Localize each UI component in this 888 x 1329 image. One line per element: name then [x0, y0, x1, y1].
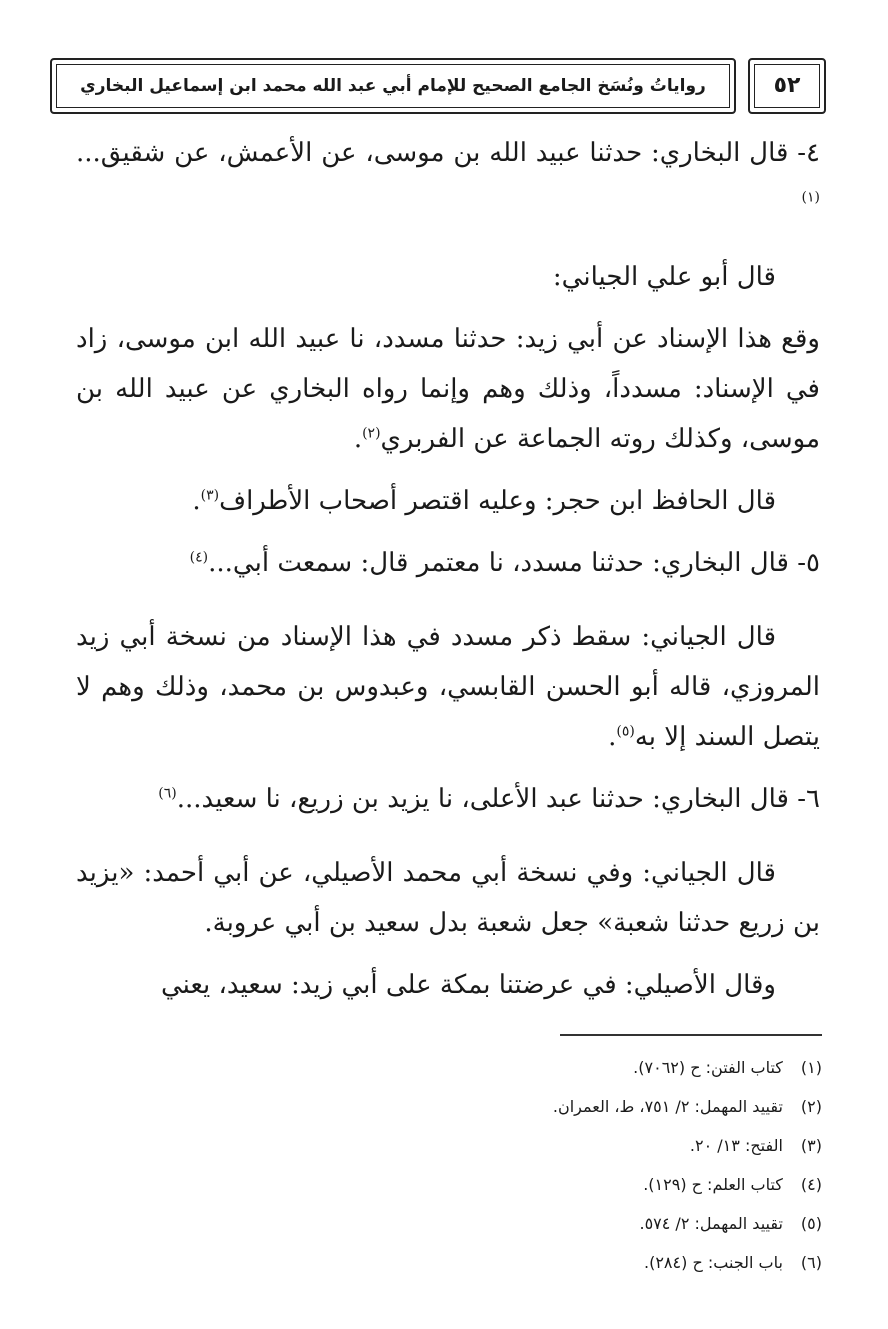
paragraph-end: . — [353, 424, 363, 454]
main-text — [76, 128, 820, 1022]
footnote-ref-4: (٤) — [189, 549, 209, 566]
footnote-number: (٢) — [800, 1097, 822, 1116]
running-title: رواياتُ ونُسَخ الجامع الصحيح للإمام أبي عبد الله محمد ابن إسماعيل البخاري — [80, 76, 706, 96]
footnote-number: (٣) — [800, 1136, 822, 1155]
paragraph-text: قال الحافظ ابن حجر: وعليه اقتصر أصحاب الأطراف — [219, 486, 776, 516]
paragraph-text: وقال الأصيلي: في عرضتنا بمكة على أبي زيد: سعيد، يعني — [160, 970, 776, 1000]
footnote-text: تقييد المهمل: ٢/ ٥٧٤. — [639, 1214, 783, 1233]
paragraph-text: ٦- قال البخاري: حدثنا عبد الأعلى، نا يزيد بن زريع، نا سعيد... — [176, 784, 820, 814]
paragraph-isnad-note — [76, 314, 820, 464]
paragraph-text: ٤- قال البخاري: حدثنا عبيد الله بن موسى، عن الأعمش، عن شقيق... — [76, 138, 820, 168]
paragraph-jayyani-asili — [76, 848, 820, 948]
footnote-text: باب الجنب: ح (٢٨٤). — [644, 1253, 783, 1272]
footnote-ref-6: (٦) — [158, 785, 177, 802]
running-title-frame — [50, 58, 736, 114]
page-header — [50, 58, 826, 116]
paragraph-hadith-6 — [76, 774, 820, 824]
footnote-2 — [300, 1087, 822, 1126]
paragraph-jayyani-musaddad — [76, 612, 820, 762]
footnote-text: كتاب الفتن: ح (٧٠٦٢). — [633, 1058, 783, 1077]
footnote-separator — [560, 1034, 822, 1036]
footnotes — [300, 1048, 822, 1282]
paragraph-text: قال أبو علي الجياني: — [552, 262, 776, 292]
footnote-text: الفتح: ١٣/ ٢٠. — [689, 1136, 783, 1155]
paragraph-text: قال الجياني: وفي نسخة أبي محمد الأصيلي، عن أبي أحمد: «يزيد بن زريع حدثنا شعبة» جعل شعبة بدل سعيد بن أبي عروبة. — [76, 858, 820, 938]
footnote-text: تقييد المهمل: ٢/ ٧٥١، ط، العمران. — [552, 1097, 783, 1116]
footnote-4 — [300, 1165, 822, 1204]
footnote-text: كتاب العلم: ح (١٢٩). — [643, 1175, 783, 1194]
footnote-number: (٥) — [800, 1214, 822, 1233]
paragraph-ibn-hajar — [76, 476, 820, 526]
footnote-6 — [300, 1243, 822, 1282]
paragraph-hadith-4 — [76, 128, 820, 228]
footnote-ref-5: (٥) — [616, 723, 635, 740]
paragraph-text: وقع هذا الإسناد عن أبي زيد: حدثنا مسدد، نا عبيد الله ابن موسى، زاد في الإسناد: مسدداً، وذلك وهم وإنما رواه البخاري عن عبيد الله بن موسى، وكذلك روته الجماعة عن الفربري — [76, 324, 820, 454]
footnote-ref-3: (٣) — [200, 487, 220, 504]
paragraph-jayyani-heading — [76, 252, 820, 302]
paragraph-asili — [76, 960, 820, 1010]
paragraph-end: . — [608, 722, 617, 752]
footnote-5 — [300, 1204, 822, 1243]
page-number: ٥٢ — [773, 73, 801, 98]
footnote-ref-2: (٢) — [362, 425, 381, 442]
paragraph-end: . — [192, 486, 201, 516]
footnote-number: (٦) — [800, 1253, 822, 1272]
footnote-1 — [300, 1048, 822, 1087]
page-number-frame — [748, 58, 826, 114]
footnote-3 — [300, 1126, 822, 1165]
paragraph-hadith-5 — [76, 538, 820, 588]
paragraph-text: قال الجياني: سقط ذكر مسدد في هذا الإسناد من نسخة أبي زيد المروزي، قاله أبو الحسن القابسي، وعبدوس بن محمد، وذلك وهم لا يتصل السند إلا به — [76, 622, 820, 752]
footnote-number: (١) — [800, 1058, 822, 1077]
footnote-ref-1: (١) — [801, 189, 820, 206]
paragraph-text: ٥- قال البخاري: حدثنا مسدد، نا معتمر قال: سمعت أبي... — [208, 548, 820, 578]
footnote-number: (٤) — [800, 1175, 822, 1194]
